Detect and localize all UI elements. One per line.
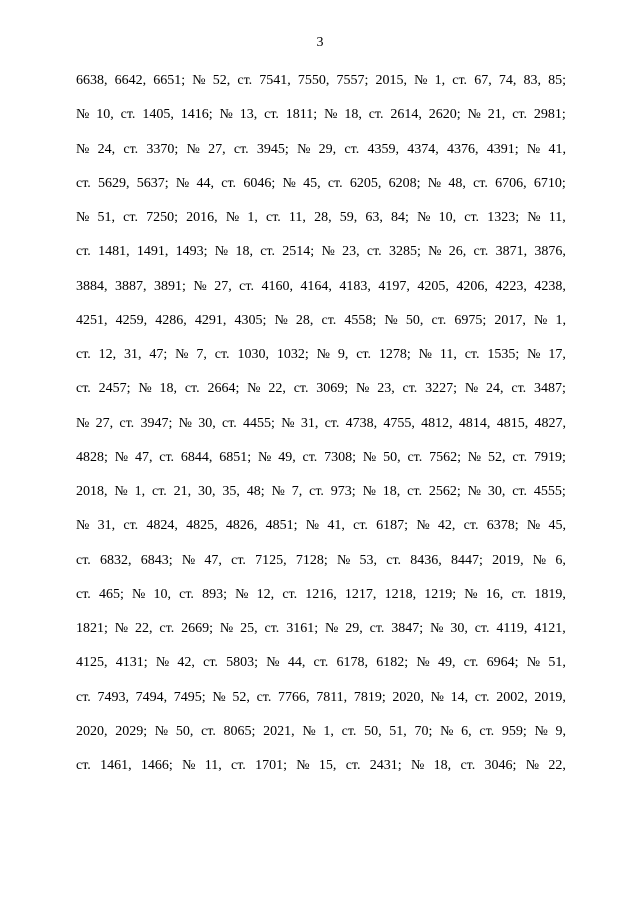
text-line: ст. 6832, 6843; № 47, ст. 7125, 7128; № 53, ст. 8436, 8447; 2019, № 6, <box>76 552 566 568</box>
text-line: ст. 12, 31, 47; № 7, ст. 1030, 1032; № 9, ст. 1278; № 11, ст. 1535; № 17, <box>76 347 566 362</box>
body-text <box>76 64 566 783</box>
text-line: ст. 465; № 10, ст. 893; № 12, ст. 1216, 1217, 1218, 1219; № 16, ст. 1819, <box>76 586 566 602</box>
text-line: № 27, ст. 3947; № 30, ст. 4455; № 31, ст. 4738, 4755, 4812, 4814, 4815, 4827, <box>76 415 566 431</box>
text-line: ст. 5629, 5637; № 44, ст. 6046; № 45, ст. 6205, 6208; № 48, ст. 6706, 6710; <box>76 175 566 191</box>
text-line: № 31, ст. 4824, 4825, 4826, 4851; № 41, ст. 6187; № 42, ст. 6378; № 45, <box>76 518 566 534</box>
text-line: 4125, 4131; № 42, ст. 5803; № 44, ст. 6178, 6182; № 49, ст. 6964; № 51, <box>76 655 566 671</box>
text-line: 1821; № 22, ст. 2669; № 25, ст. 3161; № 29, ст. 3847; № 30, ст. 4119, 4121, <box>76 621 566 636</box>
text-line: ст. 2457; № 18, ст. 2664; № 22, ст. 3069; № 23, ст. 3227; № 24, ст. 3487; <box>76 381 566 397</box>
text-line: № 10, ст. 1405, 1416; № 13, ст. 1811; № 18, ст. 2614, 2620; № 21, ст. 2981; <box>76 107 566 123</box>
page-number: 3 <box>316 35 324 50</box>
text-line: 4828; № 47, ст. 6844, 6851; № 49, ст. 7308; № 50, ст. 7562; № 52, ст. 7919; <box>76 449 566 465</box>
text-line: ст. 1461, 1466; № 11, ст. 1701; № 15, ст. 2431; № 18, ст. 3046; № 22, <box>76 758 566 773</box>
text-line: № 24, ст. 3370; № 27, ст. 3945; № 29, ст. 4359, 4374, 4376, 4391; № 41, <box>76 141 566 157</box>
text-line: 2018, № 1, ст. 21, 30, 35, 48; № 7, ст. 973; № 18, ст. 2562; № 30, ст. 4555; <box>76 484 566 499</box>
text-line: 6638, 6642, 6651; № 52, ст. 7541, 7550, 7557; 2015, № 1, ст. 67, 74, 83, 85; <box>76 73 566 88</box>
text-line: ст. 7493, 7494, 7495; № 52, ст. 7766, 7811, 7819; 2020, № 14, ст. 2002, 2019, <box>76 689 566 705</box>
text-line: ст. 1481, 1491, 1493; № 18, ст. 2514; № 23, ст. 3285; № 26, ст. 3871, 3876, <box>76 244 566 260</box>
text-line: 3884, 3887, 3891; № 27, ст. 4160, 4164, 4183, 4197, 4205, 4206, 4223, 4238, <box>76 278 566 294</box>
text-line: 4251, 4259, 4286, 4291, 4305; № 28, ст. 4558; № 50, ст. 6975; 2017, № 1, <box>76 312 566 328</box>
text-line: № 51, ст. 7250; 2016, № 1, ст. 11, 28, 59, 63, 84; № 10, ст. 1323; № 11, <box>76 210 566 225</box>
text-line: 2020, 2029; № 50, ст. 8065; 2021, № 1, ст. 50, 51, 70; № 6, ст. 959; № 9, <box>76 723 566 739</box>
